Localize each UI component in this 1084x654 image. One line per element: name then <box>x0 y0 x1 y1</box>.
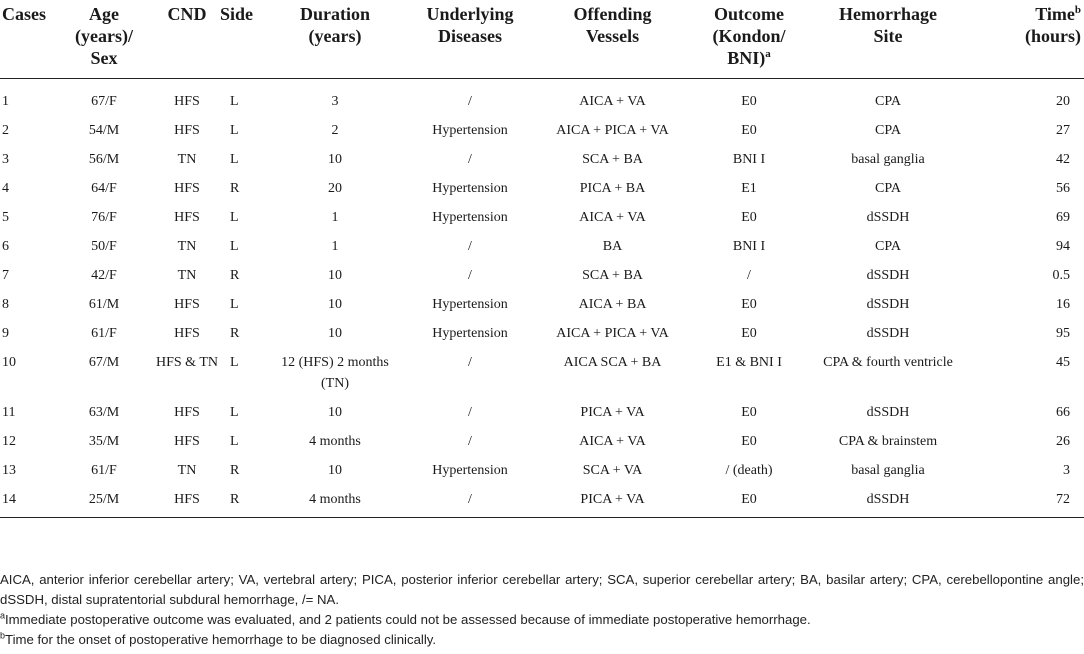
cell-time: 42 <box>1056 151 1070 167</box>
header-hemorrhage-site <box>813 0 963 78</box>
cell-side: L <box>230 93 239 109</box>
cell-age-sex: 64/F <box>91 180 117 196</box>
cell-hemorrhage-site: CPA & fourth ventricle <box>823 354 953 370</box>
cell-cases: 14 <box>0 489 52 518</box>
cell-age-sex: 63/M <box>88 404 120 420</box>
table-body <box>0 78 1084 517</box>
cell-time: 27 <box>1056 122 1070 138</box>
cell-time: 26 <box>1056 433 1070 449</box>
cell-time: 72 <box>963 489 1084 518</box>
cell-age-sex: 56/M <box>88 151 120 167</box>
cell-outcome: BNI I <box>732 151 766 167</box>
footnote-b <box>0 630 1084 650</box>
cell-offending-vessels: PICA + VA <box>540 489 685 518</box>
cell-hemorrhage-site: basal ganglia <box>851 151 925 167</box>
cell-cnd: HFS <box>174 325 200 341</box>
cell-duration: 20 <box>328 180 342 196</box>
cell-offending-vessels: SCA + VA <box>582 462 643 478</box>
header-line: Sex <box>90 48 118 68</box>
cell-cases: 6 <box>2 238 9 254</box>
cell-underlying-diseases: Hypertension <box>432 180 508 196</box>
cell-cases: 8 <box>2 296 9 312</box>
cell-age-sex: 42/F <box>91 267 117 283</box>
cell-cases: 1 <box>2 93 9 109</box>
cell-age-sex: 61/F <box>91 325 117 341</box>
cell-side: L <box>230 238 239 254</box>
cell-cnd: HFS <box>174 404 200 420</box>
cell-underlying-diseases: Hypertension <box>432 325 508 341</box>
table-row <box>0 178 1084 207</box>
table-row <box>0 402 1084 431</box>
cell-side: L <box>230 151 239 167</box>
header-duration <box>270 0 400 78</box>
cell-cases: 5 <box>2 209 9 225</box>
header-line: Offending <box>573 4 652 24</box>
table-row <box>0 265 1084 294</box>
header-time <box>963 0 1084 78</box>
cell-cnd: HFS <box>174 93 200 109</box>
cell-underlying-diseases: / <box>400 489 540 518</box>
cell-hemorrhage-site: CPA <box>875 93 901 109</box>
table-notes <box>0 570 1084 650</box>
cell-cases: 3 <box>2 151 9 167</box>
cell-underlying-diseases: Hypertension <box>432 462 508 478</box>
cell-cnd: TN <box>177 462 197 478</box>
table-row <box>0 431 1084 460</box>
cell-cnd: TN <box>177 267 197 283</box>
cell-cases: 13 <box>2 462 16 478</box>
header-line: Site <box>873 26 903 46</box>
cell-side: R <box>230 462 240 478</box>
cell-hemorrhage-site: CPA <box>875 122 901 138</box>
cell-underlying-diseases: / <box>468 404 472 420</box>
cell-outcome: E1 <box>741 180 757 196</box>
cell-side: R <box>230 180 240 196</box>
cell-underlying-diseases: / <box>468 433 472 449</box>
cell-cnd: HFS & TN <box>156 354 218 370</box>
header-line: (hours) <box>1024 26 1081 46</box>
cell-duration: 10 <box>328 325 342 341</box>
footnote-b-text: Time for the onset of postoperative hemorrhage to be diagnosed clinically. <box>5 632 437 647</box>
cell-outcome: E0 <box>741 433 757 449</box>
cell-offending-vessels: AICA + PICA + VA <box>556 122 669 138</box>
table-row <box>0 352 1084 402</box>
abbreviations-note: AICA, anterior inferior cerebellar artery; VA, vertebral artery; PICA, posterior inferior cerebellar artery; SCA, superior cerebellar artery; BA, basilar artery; CPA, cerebellopontine angle; dSSDH, distal supratentorial subdural hemorrhage, /= NA. <box>0 572 1084 607</box>
cell-outcome: E0 <box>685 489 813 518</box>
cell-duration: 1 <box>331 209 339 225</box>
header-side <box>218 0 270 78</box>
cell-time: 16 <box>1056 296 1070 312</box>
table-row <box>0 78 1084 120</box>
cell-offending-vessels: AICA + PICA + VA <box>556 325 669 341</box>
cell-time: 69 <box>1056 209 1070 225</box>
cell-age-sex: 50/F <box>91 238 117 254</box>
cell-duration: 10 <box>328 404 342 420</box>
cell-offending-vessels: BA <box>602 238 623 254</box>
cell-time: 95 <box>1056 325 1070 341</box>
cell-hemorrhage-site: CPA & brainstem <box>838 433 938 449</box>
table-row <box>0 236 1084 265</box>
cell-age-sex: 67/M <box>88 354 120 370</box>
cell-offending-vessels: PICA + VA <box>580 404 645 420</box>
header-footnote-mark: b <box>1074 4 1081 16</box>
cell-hemorrhage-site: dSSDH <box>866 209 910 225</box>
table-row <box>0 323 1084 352</box>
cell-cnd: HFS <box>174 209 200 225</box>
header-line: Vessels <box>585 26 640 46</box>
cell-time: 94 <box>1056 238 1070 254</box>
footnote-a-text: Immediate postoperative outcome was evaluated, and 2 patients could not be assessed because of immediate postoperative hemorrhage. <box>5 612 811 627</box>
cell-offending-vessels: SCA + BA <box>582 267 643 283</box>
header-line: Cases <box>2 4 46 24</box>
cell-hemorrhage-site: dSSDH <box>866 296 910 312</box>
cell-cnd: HFS <box>174 180 200 196</box>
cell-underlying-diseases: Hypertension <box>432 122 508 138</box>
cell-outcome: E0 <box>741 404 757 420</box>
cell-side: L <box>230 404 239 420</box>
cell-cases: 11 <box>2 404 16 420</box>
cell-age-sex: 25/M <box>52 489 156 518</box>
header-line: Side <box>220 4 254 24</box>
header-row <box>0 0 1084 78</box>
footnote-a <box>0 610 1084 630</box>
cell-offending-vessels: AICA + VA <box>579 433 646 449</box>
cell-cases: 4 <box>2 180 9 196</box>
cell-duration: 4 months <box>270 489 400 518</box>
cell-underlying-diseases: / <box>468 267 472 283</box>
header-line: (Kondon/ <box>712 26 786 46</box>
header-line: (years) <box>308 26 362 46</box>
cell-hemorrhage-site: dSSDH <box>866 325 910 341</box>
header-line: Age <box>89 4 119 24</box>
cell-outcome: / <box>747 267 751 283</box>
header-cnd <box>156 0 218 78</box>
table-row <box>0 489 1084 518</box>
cell-underlying-diseases: / <box>468 238 472 254</box>
cell-side: R <box>230 325 240 341</box>
header-line: (years)/ <box>75 26 133 46</box>
cell-offending-vessels: SCA + BA <box>582 151 643 167</box>
cell-outcome: / (death) <box>725 462 773 478</box>
cell-duration: 10 <box>328 267 342 283</box>
cell-side: L <box>230 354 239 370</box>
cell-cnd: HFS <box>174 122 200 138</box>
cell-side: L <box>230 122 239 138</box>
header-offending-vessels <box>540 0 685 78</box>
cell-side: R <box>218 489 270 518</box>
cell-side: L <box>230 433 239 449</box>
table-row <box>0 207 1084 236</box>
cell-age-sex: 61/F <box>91 462 117 478</box>
cell-cnd: HFS <box>174 433 200 449</box>
cell-underlying-diseases: / <box>468 93 472 109</box>
header-underlying-diseases <box>400 0 540 78</box>
footnote-a-mark: a <box>0 610 6 621</box>
header-line: Underlying <box>426 4 514 24</box>
header-line: Duration <box>299 4 370 24</box>
cell-cases: 2 <box>2 122 9 138</box>
cell-duration: 10 <box>328 296 342 312</box>
header-outcome <box>685 0 813 78</box>
cell-outcome: E0 <box>741 296 757 312</box>
header-line: CND <box>167 4 207 24</box>
cell-outcome: E0 <box>741 325 757 341</box>
table-row <box>0 460 1084 489</box>
cell-time: 56 <box>1056 180 1070 196</box>
cell-underlying-diseases: / <box>468 354 472 370</box>
cell-hemorrhage-site: basal ganglia <box>851 462 925 478</box>
cell-cnd: HFS <box>174 296 200 312</box>
cell-outcome: E0 <box>741 93 757 109</box>
cell-cases: 10 <box>2 354 16 370</box>
header-line: Time <box>1035 4 1075 24</box>
cell-time: 45 <box>1056 354 1070 370</box>
cell-age-sex: 67/F <box>91 93 117 109</box>
cell-time: 0.5 <box>1052 267 1070 283</box>
header-line: BNI) <box>727 48 766 68</box>
cell-outcome: E1 & BNI I <box>716 354 782 370</box>
cell-outcome: E0 <box>741 209 757 225</box>
cell-underlying-diseases: Hypertension <box>432 296 508 312</box>
cell-side: R <box>230 267 240 283</box>
table-header <box>0 0 1084 78</box>
table-row <box>0 294 1084 323</box>
cell-hemorrhage-site: dSSDH <box>866 404 910 420</box>
cell-outcome: E0 <box>741 122 757 138</box>
cell-outcome: BNI I <box>732 238 766 254</box>
cell-cnd: HFS <box>156 489 218 518</box>
cell-hemorrhage-site: CPA <box>875 238 901 254</box>
cell-duration: 10 <box>328 462 342 478</box>
cell-underlying-diseases: / <box>468 151 472 167</box>
cell-offending-vessels: AICA + VA <box>579 209 646 225</box>
cell-duration: 2 <box>331 122 339 138</box>
cell-underlying-diseases: Hypertension <box>432 209 508 225</box>
cell-time: 66 <box>1056 404 1070 420</box>
table-row <box>0 149 1084 178</box>
cell-offending-vessels: AICA + VA <box>579 93 646 109</box>
cell-cnd: TN <box>177 238 197 254</box>
cell-time: 20 <box>1056 93 1070 109</box>
cell-cases: 12 <box>2 433 16 449</box>
table-row <box>0 120 1084 149</box>
header-line: Outcome <box>714 4 784 24</box>
cell-age-sex: 54/M <box>88 122 120 138</box>
cell-duration: 1 <box>331 238 339 254</box>
footnote-b-mark: b <box>0 630 6 641</box>
cell-duration: 3 <box>331 93 339 109</box>
cell-hemorrhage-site: dSSDH <box>866 267 910 283</box>
cell-duration: 10 <box>328 151 342 167</box>
cell-age-sex: 76/F <box>91 209 117 225</box>
cell-hemorrhage-site: CPA <box>875 180 901 196</box>
cell-age-sex: 35/M <box>88 433 120 449</box>
cell-hemorrhage-site: dSSDH <box>813 489 963 518</box>
cell-age-sex: 61/M <box>88 296 120 312</box>
header-age-sex <box>52 0 156 78</box>
cell-time: 3 <box>1063 462 1070 478</box>
cell-duration: 12 (HFS) 2 months (TN) <box>281 354 389 391</box>
cell-duration: 4 months <box>309 433 361 449</box>
header-footnote-mark: a <box>765 48 771 60</box>
cell-offending-vessels: AICA + BA <box>578 296 647 312</box>
cell-cases: 9 <box>2 325 9 341</box>
header-line: Hemorrhage <box>839 4 937 24</box>
header-cases <box>0 0 52 78</box>
cell-cases: 7 <box>2 267 9 283</box>
cell-offending-vessels: PICA + BA <box>579 180 646 196</box>
cell-offending-vessels: AICA SCA + BA <box>563 354 662 370</box>
cell-side: L <box>230 296 239 312</box>
header-line: Diseases <box>438 26 502 46</box>
cell-side: L <box>230 209 239 225</box>
cell-cnd: TN <box>177 151 197 167</box>
